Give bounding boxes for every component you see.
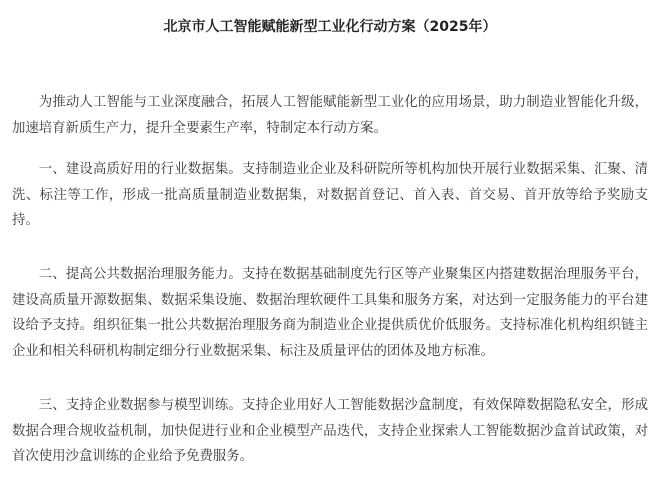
section-3-paragraph: 三、支持企业数据参与模型训练。支持企业用好人工智能数据沙盒制度，有效保障数据隐私安全，形成数据合理合规收益机制，加快促进行业和企业模型产品迭代，支持企业探索人工智能数据沙盒首试政策，对首次使用沙盒训练的企业给予免费服务。 — [12, 398, 648, 464]
section-1-paragraph: 一、建设高质好用的行业数据集。支持制造业企业及科研院所等机构加快开展行业数据采集、汇聚、清洗、标注等工作，形成一批高质量制造业数据集，对数据首登记、首入表、首交易、首开放等给予奖励支持。 — [12, 162, 648, 228]
section-2-paragraph: 二、提高公共数据治理服务能力。支持在数据基础制度先行区等产业聚集区内搭建数据治理服务平台，建设高质量开源数据集、数据采集设施、数据治理软硬件工具集和服务方案，对达到一定服务能力的平台建设给予支持。组织征集一批公共数据治理服务商为制造业企业提供质优价低服务。支持标准化机构组织链主企业和相关科研机构制定细分行业数据采集、标注及质量评估的团体及地方标准。 — [12, 267, 648, 359]
intro-paragraph: 为推动人工智能与工业深度融合，拓展人工智能赋能新型工业化的应用场景，助力制造业智能化升级，加速培育新质生产力，提升全要素生产率，特制定本行动方案。 — [12, 95, 648, 136]
document-title: 北京市人工智能赋能新型工业化行动方案（2025年） — [163, 19, 497, 35]
